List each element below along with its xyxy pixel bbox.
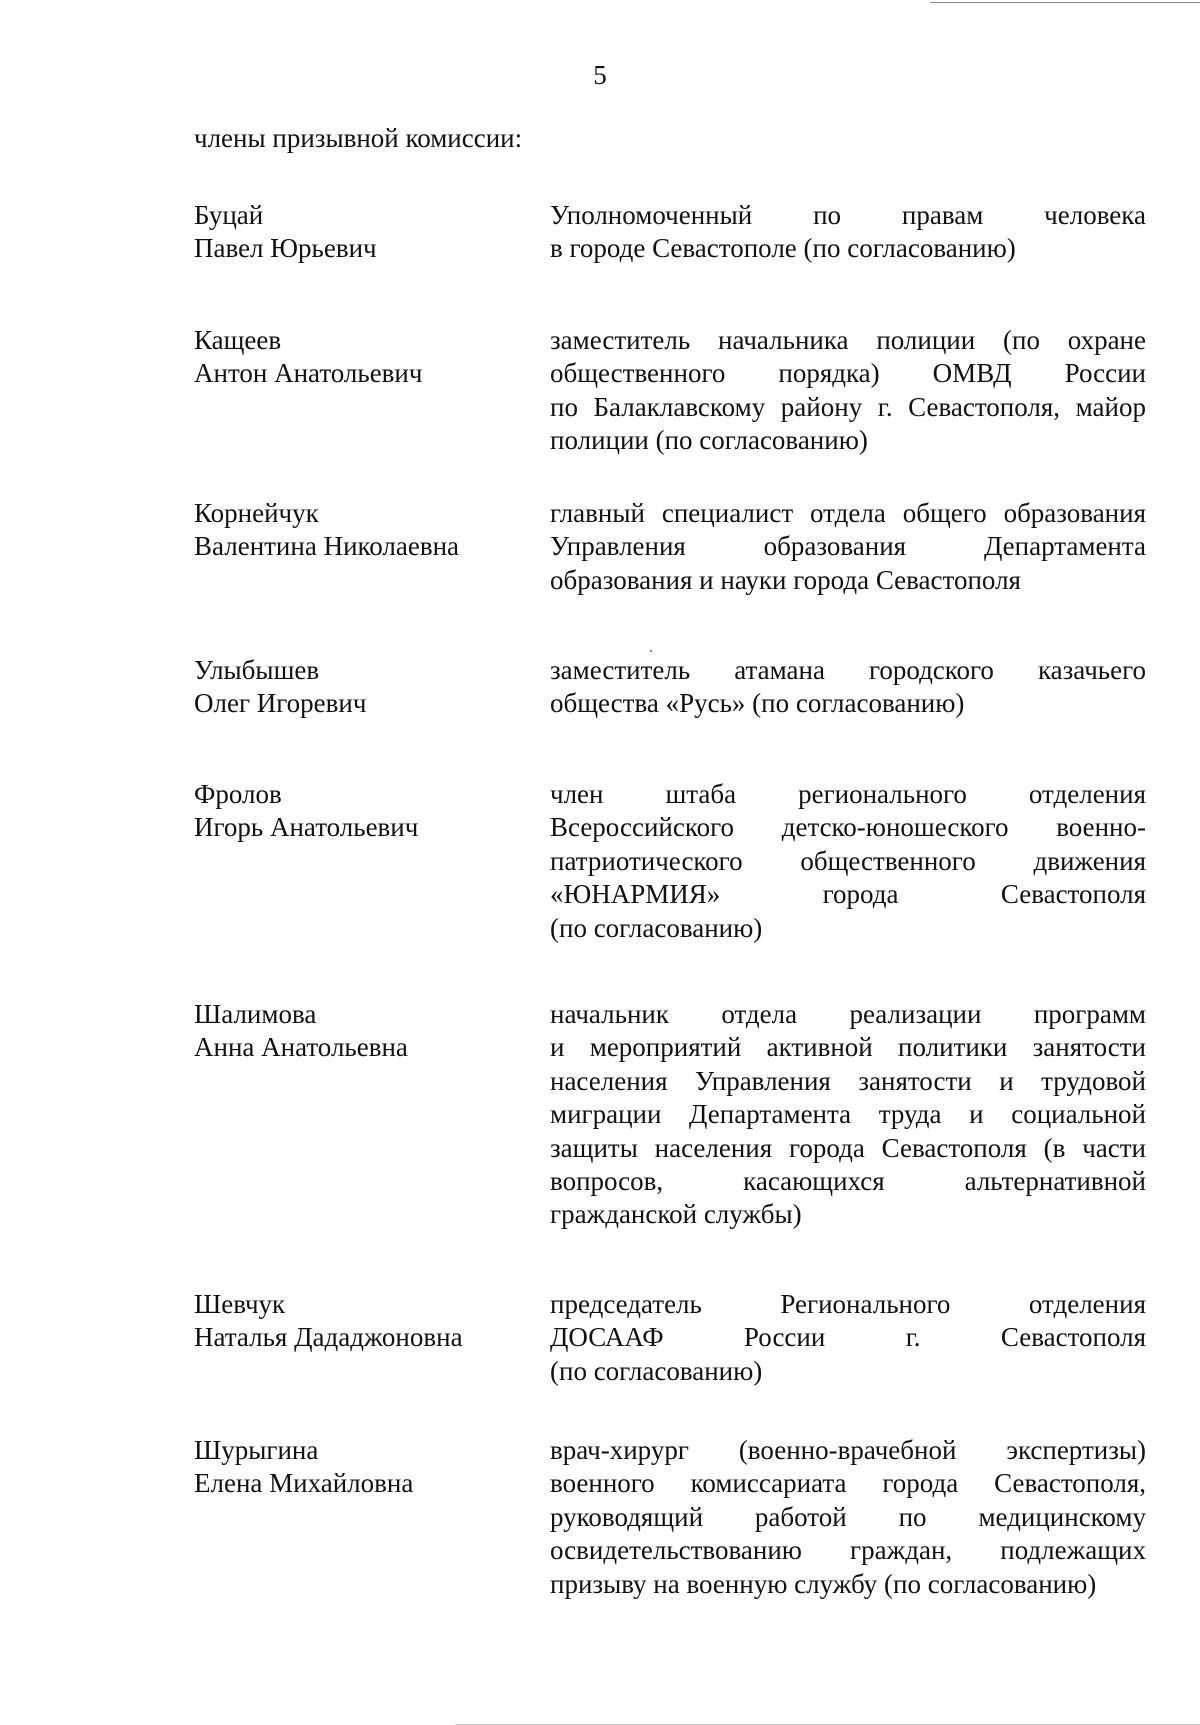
role-line: заместитель начальника полиции (по охране (550, 325, 1146, 355)
member-name (194, 778, 534, 845)
role-line: по Балаклавскому району г. Севастополя, майор (550, 391, 1146, 422)
member-surname: Шевчук (194, 1289, 286, 1319)
member-given-names: Валентина Николаевна (194, 531, 460, 562)
member-role (550, 324, 1146, 458)
role-line: освидетельствованию граждан, подлежащих (550, 1535, 1146, 1566)
member-surname: Шалимова (194, 999, 317, 1029)
member-role (550, 199, 1146, 266)
member-surname: Шурыгина (194, 1435, 319, 1465)
role-line: вопросов, касающихся альтернативной (550, 1166, 1146, 1197)
role-line: член штаба регионального отделения (550, 779, 1146, 809)
member-given-names: Олег Игоревич (194, 688, 367, 719)
member-name (194, 324, 534, 391)
role-line: главный специалист отдела общего образования (550, 498, 1146, 528)
role-line: в городе Севастополе (по согласованию) (550, 233, 1016, 264)
member-role (550, 1288, 1146, 1388)
member-name (194, 497, 534, 564)
page-number: 5 (593, 60, 607, 90)
role-line: Управления образования Департамента (550, 531, 1146, 562)
role-line: общественного порядка) ОМВД России (550, 358, 1146, 389)
role-line: патриотического общественного движения (550, 845, 1146, 876)
role-line: военного комиссариата города Севастополя, (550, 1468, 1146, 1499)
role-line: и мероприятий активной политики занятости (550, 1032, 1146, 1063)
role-line: (по согласованию) (550, 1355, 763, 1386)
member-given-names: Павел Юрьевич (194, 233, 377, 264)
member-given-names: Антон Анатольевич (194, 358, 423, 389)
role-line: ДОСААФ России г. Севастополя (550, 1322, 1146, 1353)
role-line: общества «Русь» (по согласованию) (550, 688, 965, 719)
section-intro: члены призывной комиссии: (194, 123, 523, 153)
member-name (194, 199, 534, 266)
member-role (550, 1434, 1146, 1601)
role-line: врач-хирург (военно-врачебной экспертизы) (550, 1435, 1146, 1465)
scan-edge-top (930, 2, 1200, 3)
member-surname: Улыбышев (194, 655, 320, 685)
role-line: руководящий работой по медицинскому (550, 1501, 1146, 1532)
role-line: населения Управления занятости и трудовой (550, 1065, 1146, 1096)
member-given-names: Анна Анатольевна (194, 1032, 408, 1063)
member-role (550, 497, 1146, 597)
member-role (550, 778, 1146, 945)
member-given-names: Наталья Дададжоновна (194, 1322, 463, 1353)
member-surname: Кащеев (194, 325, 282, 355)
member-name (194, 654, 534, 721)
member-surname: Буцай (194, 200, 264, 230)
member-given-names: Игорь Анатольевич (194, 812, 419, 843)
role-line: защиты населения города Севастополя (в части (550, 1132, 1146, 1163)
scan-speck (650, 650, 652, 652)
role-line: (по согласованию) (550, 912, 763, 943)
member-given-names: Елена Михайловна (194, 1468, 414, 1499)
member-name (194, 1288, 534, 1355)
member-role (550, 998, 1146, 1232)
member-name (194, 998, 534, 1065)
role-line: гражданской службы) (550, 1199, 802, 1230)
role-line: начальник отдела реализации программ (550, 999, 1146, 1029)
role-line: Уполномоченный по правам человека (550, 200, 1146, 230)
role-line: «ЮНАРМИЯ» города Севастополя (550, 879, 1146, 910)
role-line: миграции Департамента труда и социальной (550, 1099, 1146, 1130)
member-surname: Корнейчук (194, 498, 319, 528)
member-surname: Фролов (194, 779, 282, 809)
role-line: Всероссийского детско-юношеского военно- (550, 812, 1146, 843)
member-role (550, 654, 1146, 721)
role-line: полиции (по согласованию) (550, 425, 868, 456)
role-line: председатель Регионального отделения (550, 1289, 1146, 1319)
role-line: заместитель атамана городского казачьего (550, 655, 1146, 685)
member-name (194, 1434, 534, 1501)
role-line: образования и науки города Севастополя (550, 564, 1021, 595)
role-line: призыву на военную службу (по согласованию) (550, 1568, 1097, 1599)
